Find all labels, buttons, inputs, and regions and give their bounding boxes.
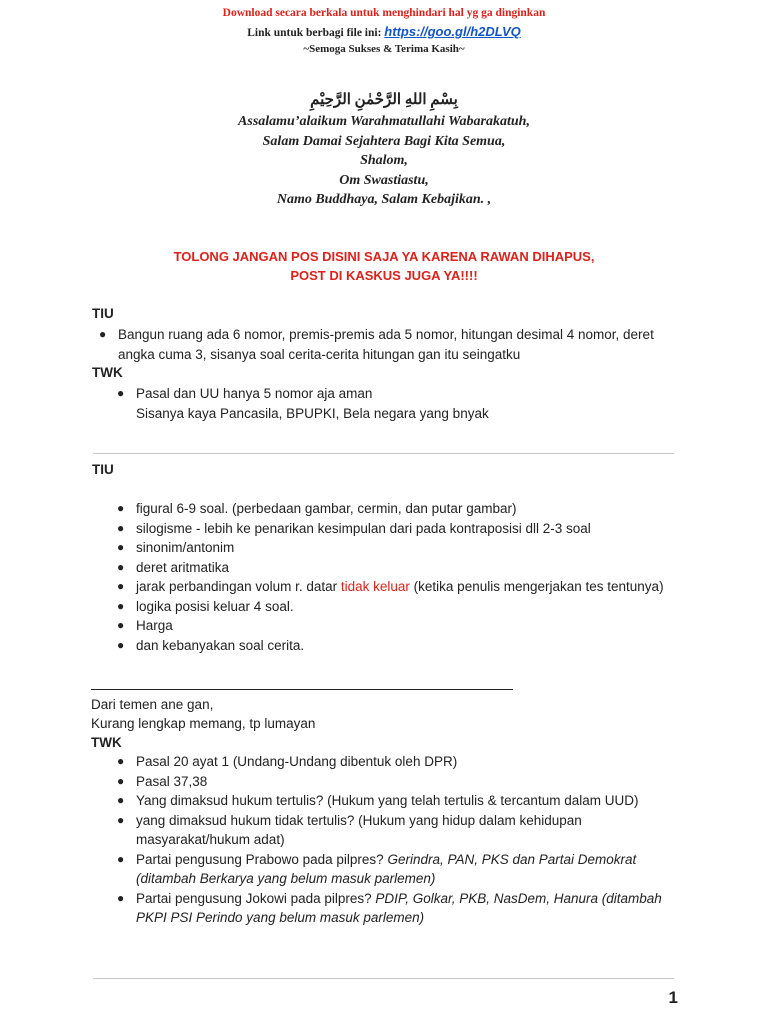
warning-line-2: POST DI KASKUS JUGA YA!!!! [290, 268, 478, 283]
bullet-icon: ● [99, 327, 107, 341]
share-link-line [0, 24, 768, 39]
list-item: ● jarak perbandingan volum r. datar tidak keluar (ketika penulis mengerjakan tes tentunya) [136, 577, 696, 597]
list-item: ● Bangun ruang ada 6 nomor, premis-premis ada 5 nomor, hitungan desimal 4 nomor, deret angka cuma 3, sisanya soal cerita-cerita hitungan gan itu seingatku [99, 327, 654, 362]
section1-tiu-list [99, 325, 688, 364]
list-item: ● logika posisi keluar 4 soal. [136, 597, 696, 617]
list-item: ● figural 6-9 soal. (perbedaan gambar, cermin, dan putar gambar) [136, 499, 696, 519]
greeting-line-5: Namo Buddhaya, Salam Kebajikan. , [276, 192, 492, 207]
bismillah-text: بِسْمِ اللهِ الرَّحْمٰنِ الرَّحِيْمِ [310, 92, 458, 108]
bullet-icon: ● [117, 559, 125, 574]
download-note: Download secara berkala untuk menghindari hal yg ga dinginkan [222, 7, 546, 19]
warning-line-1: TOLONG JANGAN POS DISINI SAJA YA KARENA RAWAN DIHAPUS, [173, 249, 595, 264]
divider-3 [93, 978, 674, 979]
section2-tiu-heading: TIU [92, 462, 114, 477]
list-item: ● Partai pengusung Prabowo pada pilpres? Gerindra, PAN, PKS dan Partai Demokrat (ditambah Berkarya yang belum masuk parlemen) [117, 851, 637, 886]
greeting-line-1: Assalamu’alaikum Warahmatullahi Wabarakatuh, [238, 114, 530, 129]
bullet-icon: ● [117, 501, 125, 515]
list-item: ● Pasal dan UU hanya 5 nomor aja aman [136, 384, 696, 404]
page-number: 1 [668, 988, 678, 1007]
bullet-icon: ● [117, 793, 125, 807]
section2-tiu-list [117, 499, 696, 655]
bullet-icon: ● [117, 579, 125, 593]
bullet-icon: ● [117, 637, 125, 652]
greeting-line-2: Salam Damai Sejahtera Bagi Kita Semua, [262, 134, 506, 149]
greeting-line-3: Shalom, [360, 153, 408, 168]
list-item: ● Pasal 20 ayat 1 (Undang-Undang dibentuk oleh DPR) [136, 752, 691, 772]
list-item: ● deret aritmatika [136, 558, 696, 578]
section3-intro-2: Kurang lengkap memang, tp lumayan [91, 716, 316, 731]
bullet-icon: ● [117, 773, 125, 788]
list-item: ● Partai pengusung Jokowi pada pilpres? PDIP, Golkar, PKB, NasDem, Hanura (ditambah PKPI PSI Perindo yang belum masuk parlemen) [117, 890, 662, 925]
bullet-icon: ● [117, 754, 125, 768]
list-continuation: Sisanya kaya Pancasila, BPUPKI, Bela negara yang bnyak [136, 405, 489, 421]
divider-1 [93, 453, 674, 454]
section3-intro-1: Dari temen ane gan, [91, 697, 214, 712]
section3-twk-heading: TWK [91, 735, 122, 750]
bullet-icon: ● [117, 618, 125, 632]
section1-tiu-heading: TIU [92, 306, 114, 321]
list-item: ● Pasal 37,38 [136, 772, 691, 792]
list-item: ● Harga [136, 616, 696, 636]
list-item: ● dan kebanyakan soal cerita. [136, 636, 696, 656]
greeting-line-4: Om Swastiastu, [339, 173, 429, 188]
section3-twk-list [117, 752, 691, 928]
bullet-icon: ● [117, 598, 125, 613]
section1-twk-heading: TWK [92, 365, 123, 380]
list-item: ● silogisme - lebih ke penarikan kesimpulan dari pada kontraposisi dll 2-3 soal [136, 519, 696, 539]
share-link-label: Link untuk berbagi file ini: [247, 27, 382, 39]
bullet-icon: ● [117, 540, 125, 554]
list-item: ● sinonim/antonim [136, 538, 696, 558]
thanks-note: ~Semoga Sukses & Terima Kasih~ [303, 43, 465, 55]
list-item: ● Yang dimaksud hukum tertulis? (Hukum yang telah tertulis & tercantum dalam UUD) [136, 791, 691, 811]
section1-twk-list [117, 384, 696, 423]
bullet-icon: ● [117, 851, 125, 866]
bullet-icon: ● [117, 812, 125, 827]
divider-2 [91, 689, 513, 690]
bullet-icon: ● [117, 520, 125, 535]
bullet-icon: ● [117, 386, 125, 400]
list-item: ● yang dimaksud hukum tidak tertulis? (Hukum yang hidup dalam kehidupan masyarakat/hukum adat) [117, 812, 582, 847]
bullet-icon: ● [117, 890, 125, 905]
share-link[interactable]: https://goo.gl/h2DLVQ [384, 24, 521, 39]
